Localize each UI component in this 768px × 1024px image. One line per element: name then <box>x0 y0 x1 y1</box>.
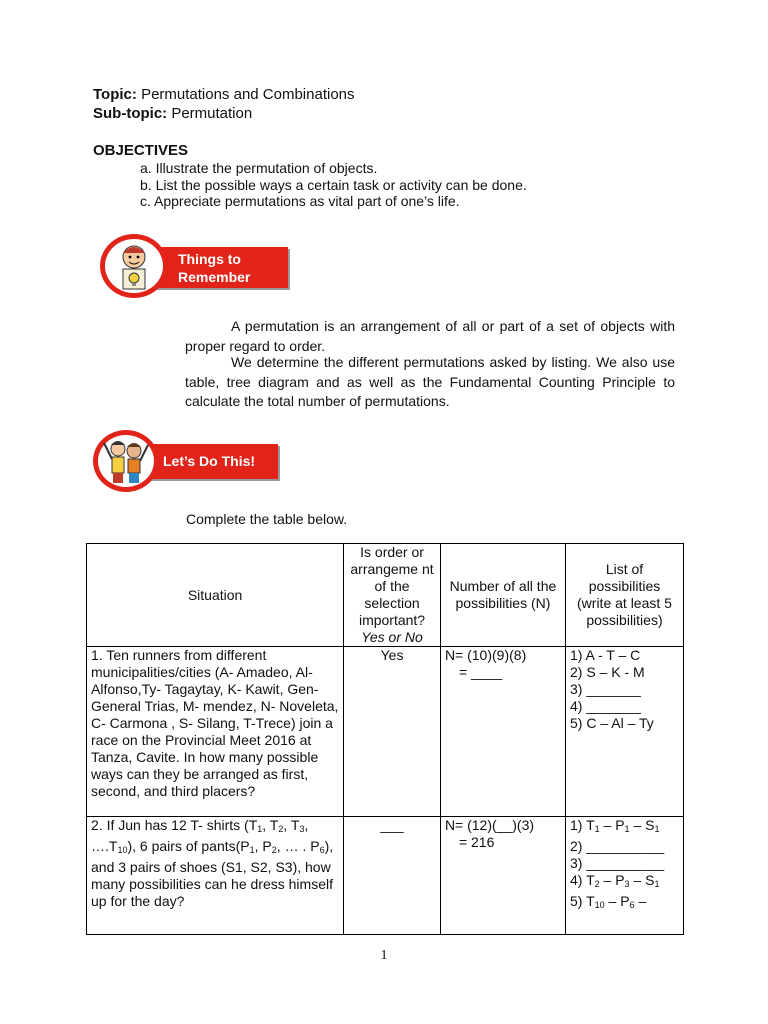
row2-order-blank[interactable]: ___ <box>344 817 441 935</box>
row1-order: Yes <box>344 647 441 817</box>
row2-list-item: 5) $T_{10} - P_6$ – <box>569 893 647 910</box>
row2-list-item: 1) $T_1 - P_1 - S_1$ <box>569 817 660 834</box>
permutation-table <box>86 543 684 935</box>
banner-line-2: Remember <box>178 269 251 285</box>
row2-list <box>565 817 683 935</box>
topic-value: Permutations and Combinations <box>141 86 355 103</box>
objective-a: a. Illustrate the permutation of objects. <box>140 160 378 176</box>
header-situation: Situation <box>87 544 344 647</box>
cartoon-boy-lightbulb-icon <box>100 234 168 298</box>
header-order-question: Is order or arrangeme nt of the selection important? <box>350 544 434 628</box>
table-instruction: Complete the table below. <box>186 511 348 527</box>
header-number: Number of all the possibilities (N) <box>440 544 565 647</box>
header-list: List of possibilities (write at least 5 possibilities) <box>565 544 683 647</box>
objective-b: b. List the possible ways a certain task or activity can be done. <box>140 177 527 193</box>
table-header-row <box>87 544 684 647</box>
row2-n-line2: = 216 <box>458 834 495 850</box>
page-number: 1 <box>380 948 388 963</box>
row2-list-item: 4) $T_2 - P_3 - S_1$ <box>569 872 660 889</box>
row2-list-item-blank[interactable]: 3) __________ <box>569 855 665 871</box>
subtopic-value: Permutation <box>171 105 253 122</box>
row1-list-item: 5) C – Al – Ty <box>569 715 654 731</box>
row2-situation: 2. If Jun has 12 T- shirts ($T_1$, $T_2$, $T_3$, $\dots.T_{10}$), 6 pairs of $pants(P_1$, $P_2$, … . $P_6$), and 3 pairs of shoes (S1, S2, S3), how many possibilities can he dress himself up for the day? <box>87 817 344 935</box>
header-order-hint: Yes or No <box>361 629 423 645</box>
row2-number <box>440 817 565 935</box>
topic-line <box>93 86 355 103</box>
table-row <box>87 647 684 817</box>
table-row <box>87 817 684 935</box>
subtopic-label: Sub-topic: <box>93 105 168 122</box>
objectives-heading: OBJECTIVES <box>93 142 189 159</box>
things-to-remember-banner <box>100 234 295 298</box>
row1-list <box>565 647 683 817</box>
banner-line-1: Things to <box>178 251 241 267</box>
header-order <box>344 544 441 647</box>
remember-paragraph-2: We determine the different permutations asked by listing. We also use table, tree diagram and as well as the Fundamental Counting Principle to calculate the total number of permutations. <box>185 354 675 409</box>
row1-situation: 1. Ten runners from different municipalities/cities (A- Amadeo, Al- Alfonso,Ty- Tagaytay, K- Kawit, Gen- General Trias, M- mendez, N- Noveleta, C- Carmona , S- Silang, T-Trece) join a race on the Provincial Meet 2016 at Tanza, Cavite. In how many possible ways can they be arranged as first, second, and third placers? <box>87 647 344 817</box>
lets-do-this-banner <box>93 430 283 494</box>
subtopic-line <box>93 105 252 122</box>
row2-list-item-blank[interactable]: 2) __________ <box>569 838 665 854</box>
row1-list-item: 2) S – K - M <box>569 664 645 680</box>
row1-n-line1: N= (10)(9)(8) <box>444 647 527 663</box>
remember-paragraph-1: A permutation is an arrangement of all or part of a set of objects with proper regard to order. <box>185 318 675 354</box>
objective-c: c. Appreciate permutations as vital part of one’s life. <box>140 193 460 209</box>
cartoon-kids-cheering-icon <box>93 430 159 492</box>
row1-list-item-blank[interactable]: 3) _______ <box>569 681 641 697</box>
topic-label: Topic: <box>93 86 137 103</box>
row1-list-item-blank[interactable]: 4) _______ <box>569 698 641 714</box>
row1-n-line2[interactable]: = ____ <box>458 664 503 680</box>
lets-do-this-label: Let’s Do This! <box>143 444 278 479</box>
row1-list-item: 1) A - T – C <box>569 647 641 663</box>
row2-n-line1[interactable]: N= (12)(__)(3) <box>444 817 535 833</box>
row1-number <box>440 647 565 817</box>
